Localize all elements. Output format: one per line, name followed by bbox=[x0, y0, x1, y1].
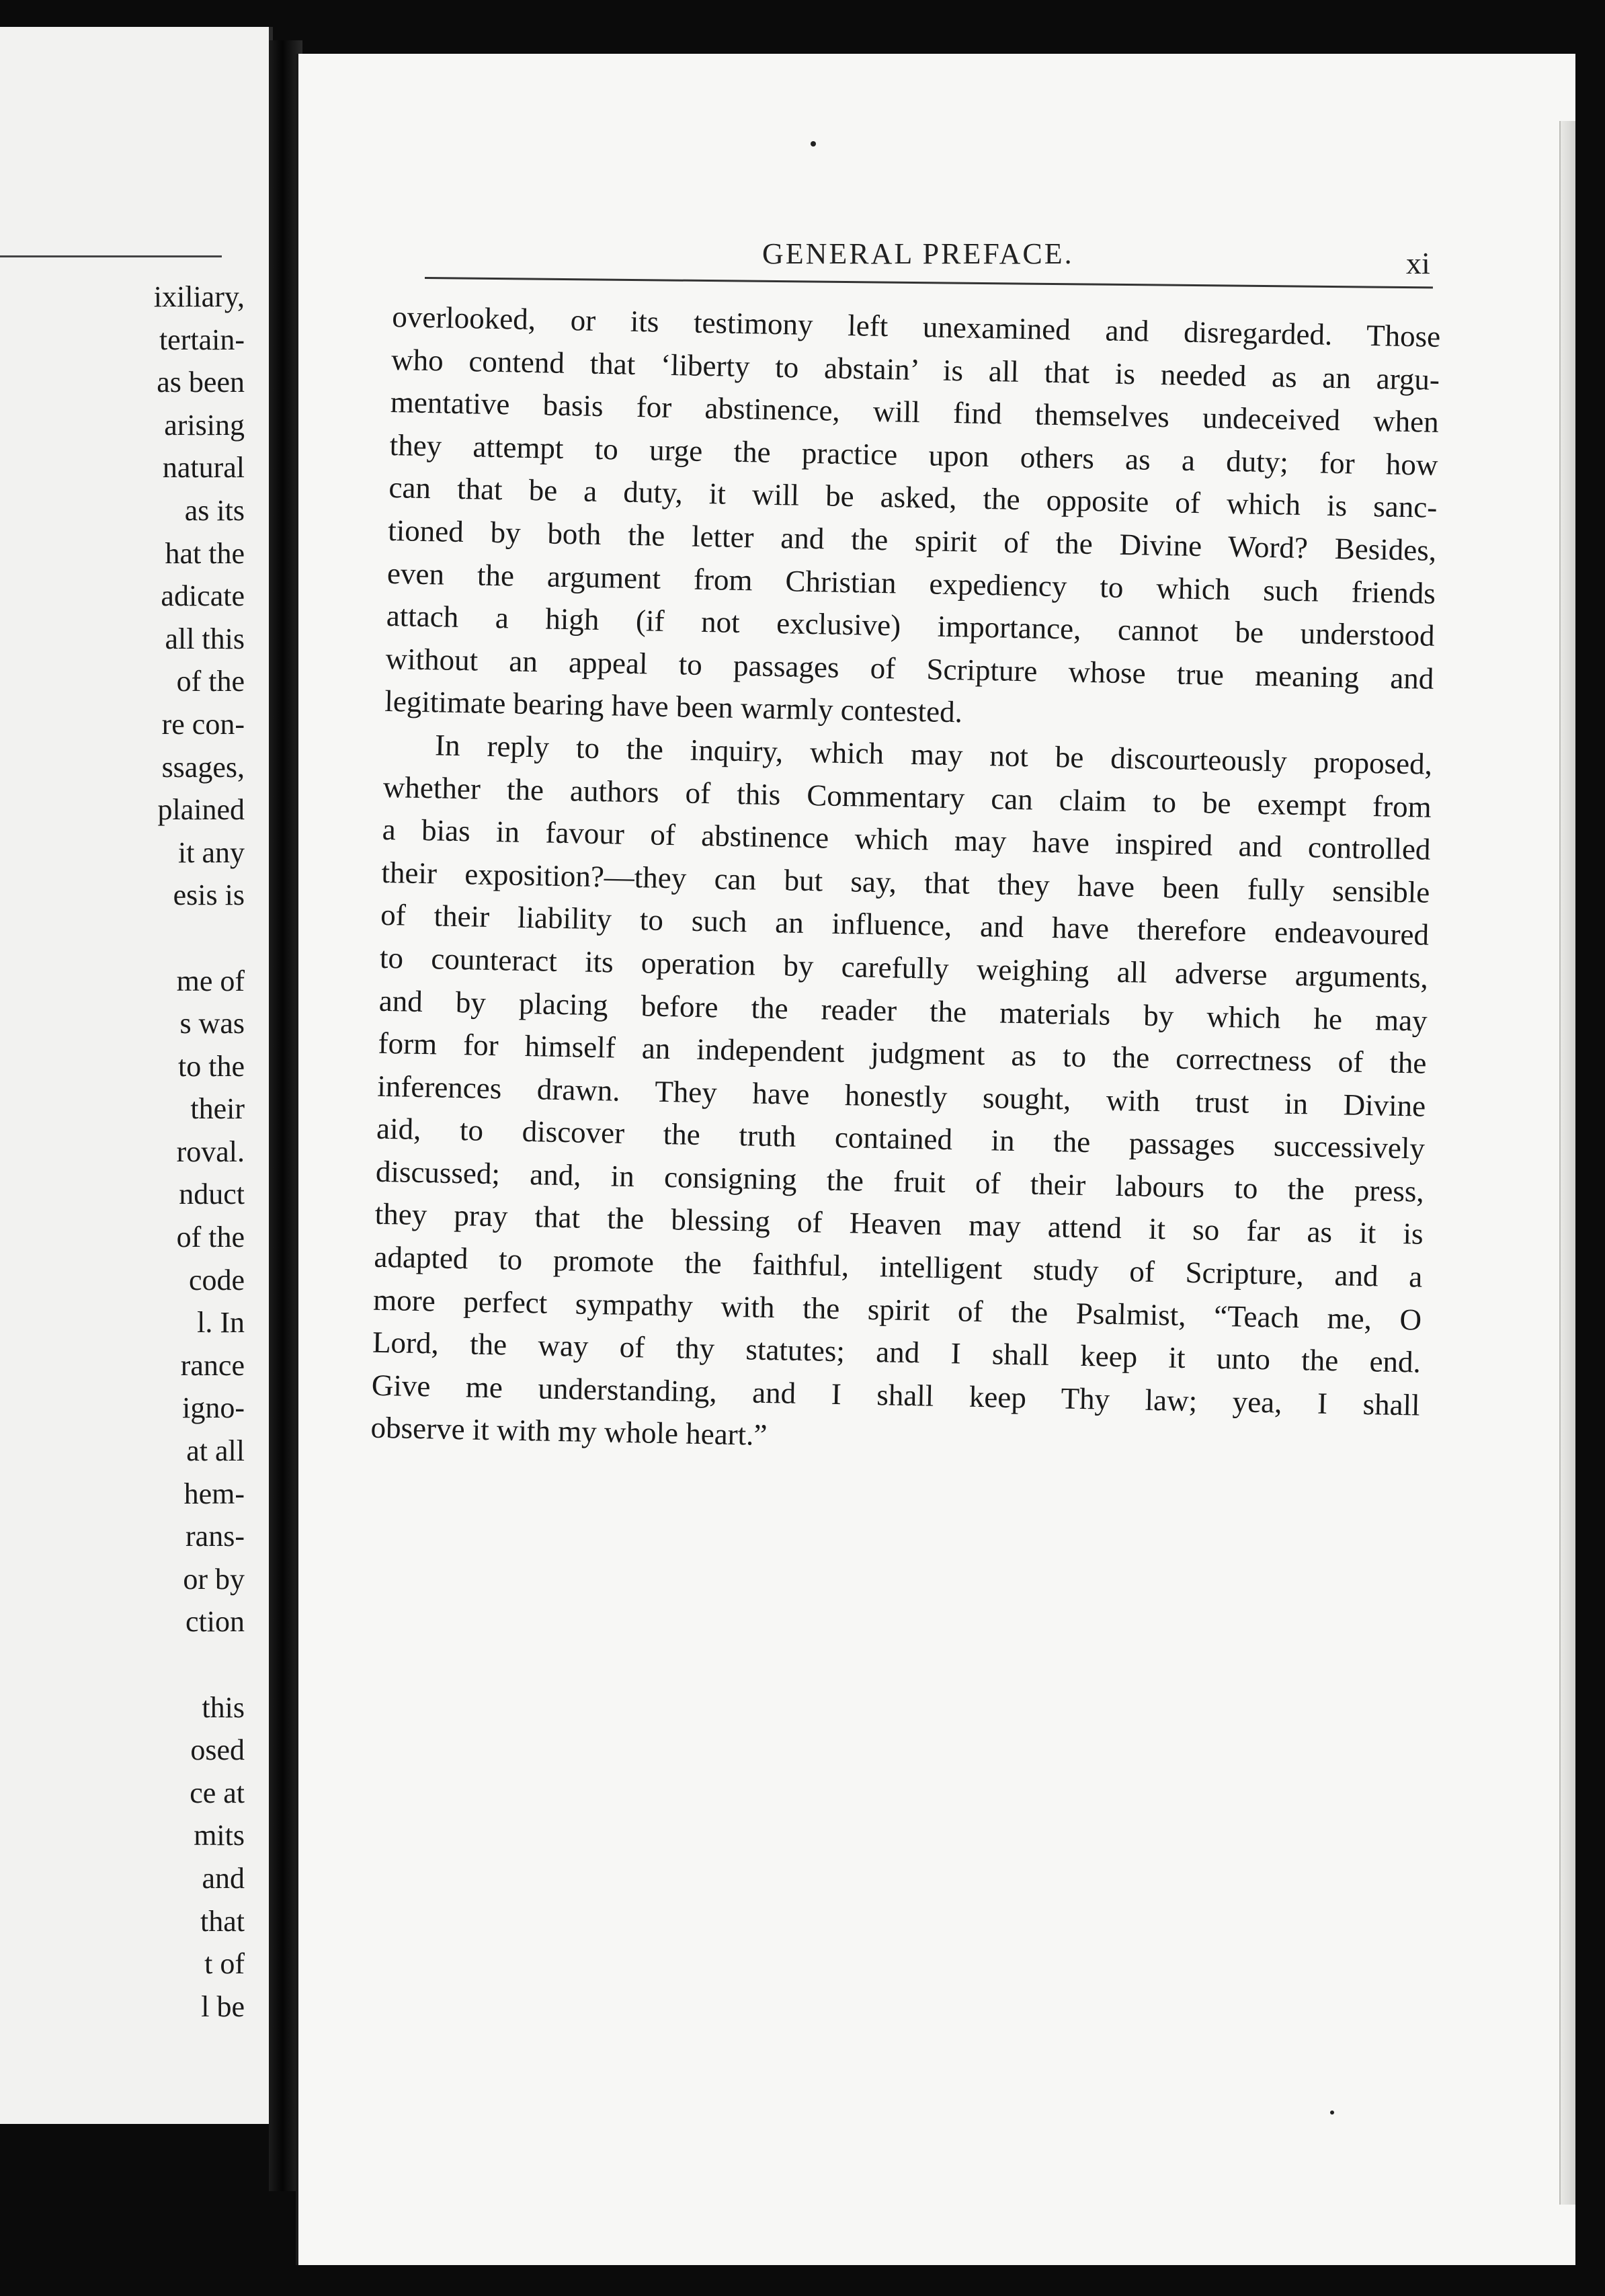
previous-page-line: hem- bbox=[183, 1477, 245, 1510]
text-line: discussed; and, in consigning the fruit of their labours to the press, bbox=[375, 1154, 1425, 1208]
previous-page-line: to the bbox=[178, 1049, 245, 1083]
text-line: Lord, the way of thy statutes; and I shall keep it unto the end. bbox=[372, 1325, 1422, 1379]
previous-page-gap bbox=[154, 917, 245, 960]
previous-page-line: it any bbox=[178, 835, 245, 869]
ink-speck bbox=[811, 141, 816, 147]
previous-page-line: mits bbox=[194, 1819, 245, 1852]
text-line: form for himself an independent judgment as to the correctness of the bbox=[378, 1026, 1427, 1080]
paragraph bbox=[384, 296, 1441, 743]
previous-page-line: of the bbox=[176, 1221, 245, 1254]
previous-page-line: s was bbox=[179, 1007, 245, 1040]
text-line: aid, to discover the truth contained in the passages successively bbox=[376, 1112, 1426, 1165]
text-line: mentative basis for abstinence, will find themselves undeceived when bbox=[390, 385, 1440, 440]
current-page bbox=[296, 54, 1575, 2265]
previous-page-line: osed bbox=[190, 1733, 245, 1767]
previous-page-line: and bbox=[202, 1861, 245, 1895]
previous-page-line: at all bbox=[186, 1434, 245, 1468]
body-text bbox=[370, 296, 1441, 1470]
page-edge bbox=[1559, 121, 1575, 2205]
header-rule bbox=[425, 277, 1433, 288]
text-line: they attempt to urge the practice upon others as a duty; for how bbox=[389, 427, 1438, 482]
text-line: of their liability to such an influence, and have therefore endeavoured bbox=[380, 898, 1430, 952]
previous-page-line: ction bbox=[186, 1605, 245, 1639]
text-line: their exposition?—they can but say, that they have been fully sensible bbox=[381, 855, 1430, 909]
previous-page-line: rance bbox=[180, 1348, 245, 1382]
previous-page-line: igno- bbox=[182, 1391, 245, 1425]
previous-page-line: as its bbox=[184, 493, 245, 527]
running-head: GENERAL PREFACE. bbox=[762, 237, 1074, 270]
previous-page-line: re con- bbox=[161, 707, 245, 741]
previous-page-line: all this bbox=[165, 622, 245, 655]
previous-page-line: hat the bbox=[165, 536, 245, 570]
text-line: more perfect sympathy with the spirit of the Psalmist, “Teach me, O bbox=[372, 1282, 1422, 1337]
text-line: adapted to promote the faithful, intelligent study of Scripture, and a bbox=[374, 1239, 1423, 1294]
previous-page-line: as been bbox=[157, 366, 245, 399]
previous-page-line: me of bbox=[176, 964, 245, 997]
previous-page-line: ssages, bbox=[161, 750, 245, 784]
text-line: to counteract its operation by carefully weighing all adverse arguments, bbox=[379, 940, 1429, 995]
text-line: overlooked, or its testimony left unexamined and disregarded. Those bbox=[391, 299, 1441, 354]
previous-page-line: this bbox=[202, 1690, 245, 1724]
previous-page-line: ixiliary, bbox=[153, 280, 245, 313]
text-line: even the argument from Christian expediency to which such friends bbox=[386, 556, 1436, 610]
previous-page-line: nduct bbox=[179, 1178, 245, 1211]
previous-page-line: esis is bbox=[173, 878, 245, 912]
paragraph bbox=[370, 723, 1432, 1470]
text-line: attach a high (if not exclusive) importance, cannot be understood bbox=[386, 599, 1436, 653]
previous-page-line: code bbox=[188, 1263, 245, 1297]
page-number: xi bbox=[1406, 246, 1430, 280]
text-line: can that be a duty, it will be asked, the opposite of which is sanc- bbox=[388, 470, 1438, 525]
previous-page-line: t of bbox=[204, 1947, 245, 1981]
previous-page-line: l. In bbox=[197, 1306, 245, 1340]
previous-page-line: natural bbox=[162, 451, 245, 485]
previous-page-line: arising bbox=[164, 408, 245, 442]
previous-page-line: l be bbox=[201, 1990, 245, 2023]
previous-page-text-fragments bbox=[154, 276, 245, 2028]
previous-page-gap bbox=[154, 1643, 245, 1686]
text-line: inferences drawn. They have honestly sought, with trust in Divine bbox=[376, 1069, 1426, 1123]
previous-page-line: roval. bbox=[176, 1135, 245, 1168]
text-line: and by placing before the reader the materials by which he may bbox=[378, 983, 1428, 1038]
previous-page-line: tertain- bbox=[159, 323, 245, 356]
ink-speck bbox=[1330, 2110, 1334, 2115]
text-line: without an appeal to passages of Scripture whose true meaning and bbox=[385, 641, 1434, 696]
previous-page-line: rans- bbox=[186, 1520, 245, 1553]
text-line: legitimate bearing have been warmly contested. bbox=[384, 684, 963, 729]
previous-page-line: their bbox=[190, 1092, 245, 1126]
previous-page-line: adicate bbox=[161, 579, 245, 613]
text-line: who contend that ‘liberty to abstain’ is all that is needed as an argu- bbox=[390, 342, 1440, 397]
text-line: they pray that the blessing of Heaven may attend it so far as it is bbox=[374, 1197, 1424, 1252]
previous-page-header-rule bbox=[0, 255, 222, 257]
text-line: observe it with my whole heart.” bbox=[370, 1411, 768, 1452]
text-line: tioned by both the letter and the spirit of the Divine Word? Besides, bbox=[387, 513, 1437, 567]
previous-page-line: ce at bbox=[190, 1776, 245, 1809]
previous-page bbox=[0, 27, 273, 2124]
previous-page-line: or by bbox=[183, 1562, 245, 1596]
previous-page-line: plained bbox=[157, 793, 245, 827]
text-line: In reply to the inquiry, which may not be discourteously proposed, bbox=[434, 728, 1433, 781]
previous-page-line: of the bbox=[176, 665, 245, 698]
text-line: Give me understanding, and I shall keep Thy law; yea, I shall bbox=[371, 1368, 1421, 1422]
text-line: whether the authors of this Commentary can claim to be exempt from bbox=[382, 770, 1432, 824]
text-line: a bias in favour of abstinence which may have inspired and controlled bbox=[382, 812, 1431, 866]
previous-page-line: that bbox=[200, 1904, 245, 1938]
